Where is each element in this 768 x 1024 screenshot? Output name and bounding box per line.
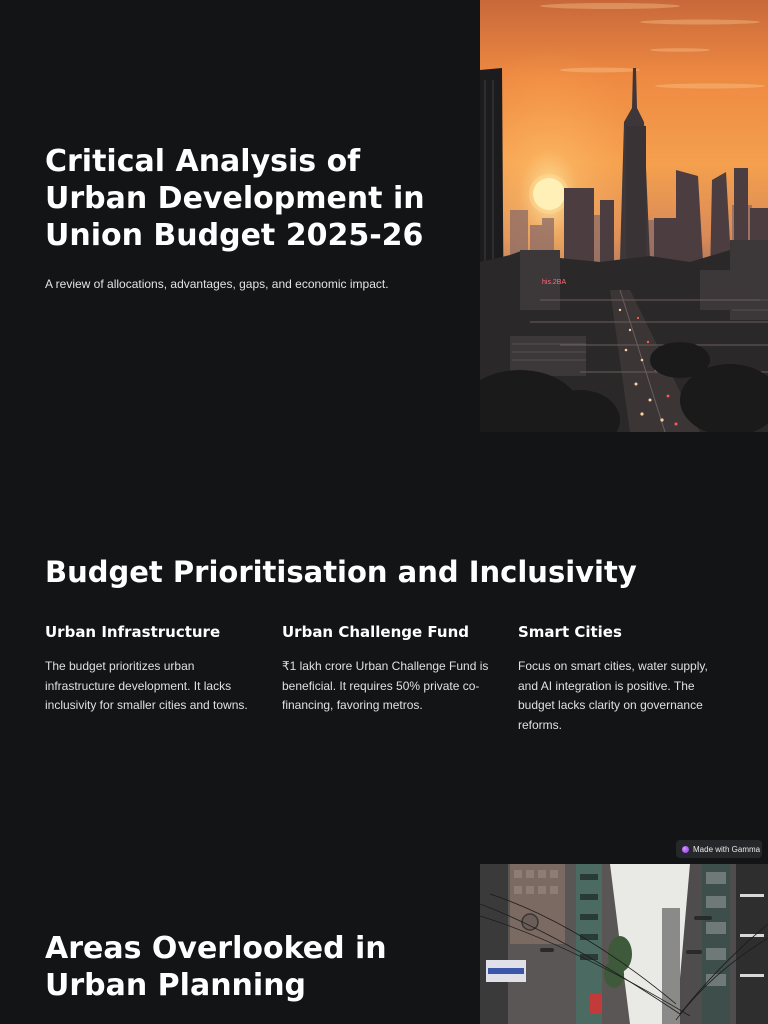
badge-label: Made with Gamma bbox=[693, 844, 761, 854]
building-sign-text: his.2BA bbox=[542, 279, 567, 286]
city-sunset-image bbox=[480, 0, 768, 432]
page-subtitle: A review of allocations, advantages, gaps, and economic impact. bbox=[45, 277, 389, 291]
made-with-gamma-badge[interactable] bbox=[676, 840, 762, 858]
overlooked-areas-slide bbox=[0, 864, 768, 1024]
column-body: The budget prioritizes urban infrastructure development. It lacks inclusivity for smaller cities and towns. bbox=[45, 659, 248, 712]
section-title: Budget Prioritisation and Inclusivity bbox=[45, 555, 637, 589]
column-body: Focus on smart cities, water supply, and AI integration is positive. The budget lacks clarity on governance reforms. bbox=[518, 659, 708, 732]
column-urban-challenge-fund bbox=[282, 621, 492, 716]
title-slide bbox=[0, 0, 768, 432]
column-urban-infrastructure bbox=[45, 621, 255, 716]
gamma-logo-icon bbox=[682, 846, 689, 853]
column-heading: Urban Infrastructure bbox=[45, 623, 221, 641]
column-smart-cities bbox=[518, 621, 728, 735]
column-heading: Smart Cities bbox=[518, 623, 622, 641]
column-heading: Urban Challenge Fund bbox=[282, 623, 470, 641]
city-street-image bbox=[480, 864, 768, 1024]
column-body: ₹1 lakh crore Urban Challenge Fund is beneficial. It requires 50% private co-financing, favoring metros. bbox=[282, 659, 489, 712]
section-title: Areas Overlooked in Urban Planning bbox=[45, 931, 387, 1003]
prioritisation-slide bbox=[0, 432, 768, 864]
page-title: Critical Analysis of Urban Development in Union Budget 2025-26 bbox=[45, 144, 425, 253]
